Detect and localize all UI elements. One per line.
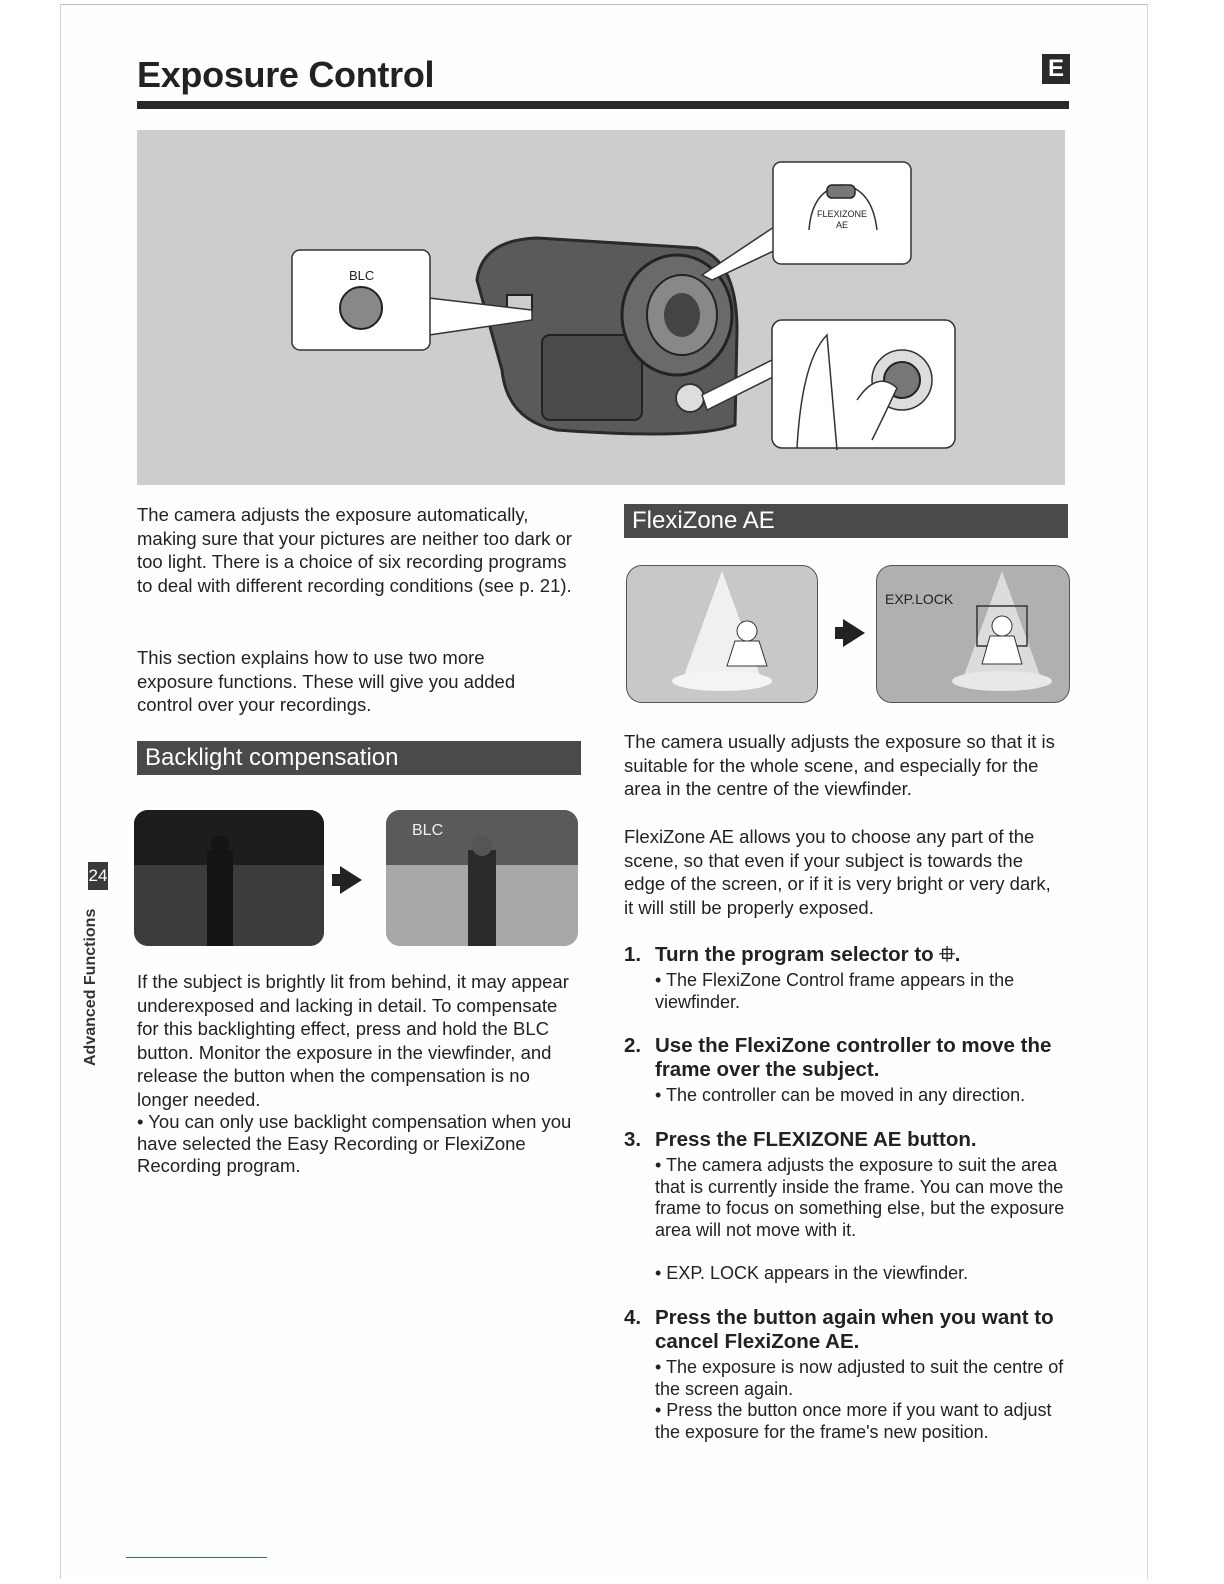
arrow-right-icon-2 (843, 619, 865, 647)
backlight-heading: Backlight compensation (137, 741, 581, 775)
arrow-right-icon (340, 866, 362, 894)
camera-illustration (137, 130, 1065, 485)
backlight-before-scene (134, 810, 324, 946)
step-number: 1. (624, 943, 642, 966)
flexizone-after-image (876, 565, 1070, 703)
backlight-paragraph: If the subject is brightly lit from behind, it may appear underexposed and lacking in detail. To compensate for this backlighting effect, press and hold the BLC button. Monitor the exposure in the viewfinder, and release the button when the compensation is no longer needed. (137, 971, 569, 1110)
step-text: Turn the program selector to ⯐. (655, 943, 961, 966)
step-number: 2. (624, 1034, 642, 1057)
flexizone-before-image (626, 565, 818, 703)
step-4-bullet-2: • Press the button once more if you want to adjust the exposure for the frame's new position. (655, 1400, 1052, 1442)
step-4-bullet-1: • The exposure is now adjusted to suit the centre of the screen again. (655, 1357, 1064, 1399)
arrow-right-stem (332, 874, 342, 886)
step-text: Press the button again when you want to cancel FlexiZone AE. (655, 1306, 1054, 1353)
blc-callout-label: BLC (349, 268, 375, 283)
flexizone-callout-label-2: AE (836, 220, 849, 230)
backlight-after-image (386, 810, 578, 946)
flexizone-heading: FlexiZone AE (624, 504, 1068, 538)
backlight-before-image (134, 810, 324, 946)
page-title: Exposure Control (137, 54, 435, 95)
footer-line (126, 1557, 267, 1558)
blc-overlay-label: BLC (412, 822, 444, 839)
exp-lock-label: EXP.LOCK (885, 591, 954, 607)
intro-paragraph-2: This section explains how to use two more exposure functions. These will give you added control over your recordings. (137, 647, 516, 715)
step-text: Use the FlexiZone controller to move the frame over the subject. (655, 1034, 1052, 1081)
title-rule (137, 101, 1069, 109)
step-text: Press the FLEXIZONE AE button. (655, 1128, 977, 1151)
flexizone-callout-label-1: FLEXIZONE (817, 209, 868, 219)
camcorder-body (477, 238, 737, 434)
flexizone-paragraph-1: The camera usually adjusts the exposure so that it is suitable for the whole scene, and especially for the area in the centre of the viewfinder. (624, 731, 1055, 799)
step-3-bullet-2: • EXP. LOCK appears in the viewfinder. (655, 1263, 969, 1283)
language-badge: E (1042, 54, 1070, 84)
section-side-label: Advanced Functions (82, 908, 99, 1066)
step-number: 3. (624, 1128, 642, 1151)
intro-paragraph-1: The camera adjusts the exposure automatically, making sure that your pictures are neither too dark or too light. There is a choice of six recording programs to deal with different recording conditions (see p. 21). (137, 504, 572, 596)
camera-drawing (137, 130, 1065, 485)
flexizone-after-scene (877, 566, 1069, 702)
arrow-right-stem-2 (835, 627, 845, 639)
step-3-bullet-1: • The camera adjusts the exposure to suit the area that is currently inside the frame. You can move the frame to focus on something else, but the exposure area will not move with it. (655, 1155, 1065, 1240)
flexizone-before-scene (627, 566, 817, 702)
page-number-tab: 24 (88, 862, 108, 890)
step-number: 4. (624, 1306, 642, 1329)
backlight-bullet: • You can only use backlight compensation when you have selected the Easy Recording or FlexiZone Recording program. (137, 1111, 572, 1176)
flexizone-paragraph-2: FlexiZone AE allows you to choose any part of the scene, so that even if your subject is towards the edge of the screen, or if it is very bright or very dark, it will still be properly exposed. (624, 826, 1051, 918)
step-2-bullet-1: • The controller can be moved in any direction. (655, 1085, 1026, 1105)
step-1-bullet-1: • The FlexiZone Control frame appears in the viewfinder. (655, 970, 1015, 1012)
